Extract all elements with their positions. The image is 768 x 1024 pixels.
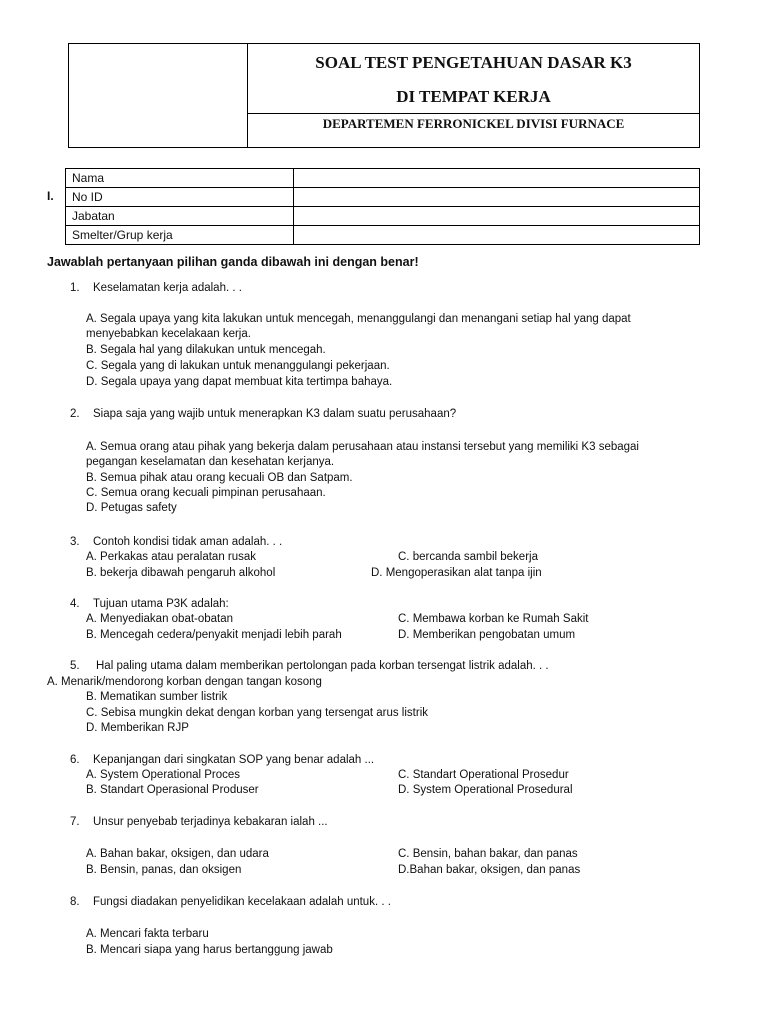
question-text: Fungsi diadakan penyelidikan kecelakaan adalah untuk. . . [93, 896, 391, 908]
option: A. System Operational Proces [86, 769, 241, 781]
option: C. bercanda sambil bekerja [398, 551, 538, 563]
option: B. Segala hal yang dilakukan untuk mencegah. [86, 344, 326, 356]
field-label-jabatan: Jabatan [66, 207, 294, 226]
question-number: 7. [70, 816, 80, 828]
option: B. Standart Operasional Produser [86, 784, 259, 796]
option: A. Mencari fakta terbaru [86, 928, 209, 940]
option: D. Mengoperasikan alat tanpa ijin [371, 567, 542, 579]
question-text: Keselamatan kerja adalah. . . [93, 282, 242, 294]
option: B. Semua pihak atau orang kecuali OB dan Satpam. [86, 472, 353, 484]
header-table [68, 43, 700, 148]
identity-table [65, 168, 700, 245]
department-title: DEPARTEMEN FERRONICKEL DIVISI FURNACE [322, 116, 625, 131]
title-line2: DI TEMPAT KERJA [396, 86, 551, 106]
question-number: 5. [70, 660, 80, 672]
option: A. Bahan bakar, oksigen, dan udara [86, 848, 269, 860]
option: B. Bensin, panas, dan oksigen [86, 864, 242, 876]
option: A. Menarik/mendorong korban dengan tangan kosong [47, 676, 322, 688]
question-number: 6. [70, 754, 80, 766]
option: D. Memberikan RJP [86, 722, 189, 734]
option: A. Semua orang atau pihak yang bekerja dalam perusahaan atau instansi tersebut yang memiliki K3 sebagai [86, 441, 639, 453]
question-text: Siapa saja yang wajib untuk menerapkan K3 dalam suatu perusahaan? [93, 408, 457, 420]
option: D. Memberikan pengobatan umum [398, 629, 576, 641]
department-cell [248, 114, 700, 148]
identity-row [66, 207, 700, 226]
question-text: Unsur penyebab terjadinya kebakaran ialah ... [93, 816, 328, 828]
option: C. Membawa korban ke Rumah Sakit [398, 613, 589, 625]
option: D. Petugas safety [86, 502, 177, 514]
option: C. Segala yang di lakukan untuk menanggulangi pekerjaan. [86, 360, 390, 372]
logo-cell [69, 44, 248, 148]
option: A. Menyediakan obat-obatan [86, 613, 234, 625]
question-text: Tujuan utama P3K adalah: [93, 598, 229, 610]
option: B. Mematikan sumber listrik [86, 691, 228, 703]
option: pegangan keselamatan dan kesehatan kerjanya. [86, 456, 335, 468]
field-value-smelter[interactable] [294, 226, 700, 245]
option: B. Mencegah cedera/penyakit menjadi lebih parah [86, 629, 342, 641]
option: C. Bensin, bahan bakar, dan panas [398, 848, 578, 860]
option: A. Perkakas atau peralatan rusak [86, 551, 257, 563]
question-text: Hal paling utama dalam memberikan pertolongan pada korban tersengat listrik adalah. . . [96, 660, 549, 672]
field-value-jabatan[interactable] [294, 207, 700, 226]
option: C. Standart Operational Prosedur [398, 769, 569, 781]
identity-row [66, 169, 700, 188]
title-cell [248, 44, 700, 114]
field-value-no-id[interactable] [294, 188, 700, 207]
question-number: 3. [70, 536, 80, 548]
field-label-no-id: No ID [66, 188, 294, 207]
field-value-nama[interactable] [294, 169, 700, 188]
option: D. System Operational Prosedural [398, 784, 573, 796]
field-label-smelter: Smelter/Grup kerja [66, 226, 294, 245]
option: B. bekerja dibawah pengaruh alkohol [86, 567, 276, 579]
question-number: 2. [70, 408, 80, 420]
option: C. Semua orang kecuali pimpinan perusahaan. [86, 487, 326, 499]
identity-row [66, 188, 700, 207]
option: A. Segala upaya yang kita lakukan untuk mencegah, menanggulangi dan menangani setiap hal yang dapat [86, 313, 631, 325]
identity-row [66, 226, 700, 245]
title-line1: SOAL TEST PENGETAHUAN DASAR K3 [315, 52, 632, 72]
option: D. Segala upaya yang dapat membuat kita tertimpa bahaya. [86, 376, 393, 388]
instruction: Jawablah pertanyaan pilihan ganda dibawah ini dengan benar! [47, 255, 419, 269]
option: D.Bahan bakar, oksigen, dan panas [398, 864, 581, 876]
option: B. Mencari siapa yang harus bertanggung jawab [86, 944, 333, 956]
question-number: 1. [70, 282, 80, 294]
section-number: I. [47, 189, 54, 203]
question-number: 4. [70, 598, 80, 610]
question-text: Kepanjangan dari singkatan SOP yang benar adalah ... [93, 754, 375, 766]
option: C. Sebisa mungkin dekat dengan korban yang tersengat arus listrik [86, 707, 429, 719]
question-text: Contoh kondisi tidak aman adalah. . . [93, 536, 283, 548]
field-label-nama: Nama [66, 169, 294, 188]
option: menyebabkan kecelakaan kerja. [86, 328, 251, 340]
question-number: 8. [70, 896, 80, 908]
